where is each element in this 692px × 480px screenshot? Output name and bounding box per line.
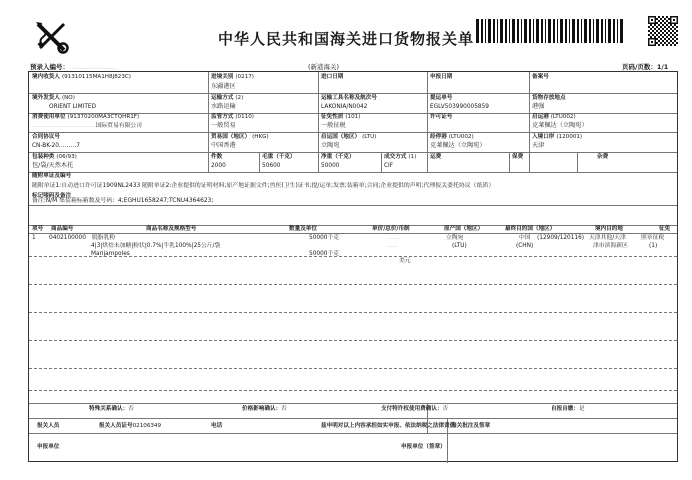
goods-header-origin: 原产国（地区） [444,226,484,232]
customs-emblem-icon [34,20,70,54]
goods-header-name-spec: 商品名称及规格型号 [146,226,197,232]
special-relation-confirm: 特殊关系确认：否 [89,406,134,412]
goods-destination-code: (12909/120116) [537,235,585,241]
royalty-confirm: 支付特许权使用费确认：否 [381,406,449,412]
goods-destination-1: 天津其他/天津 [589,235,626,241]
customs-remark-label: 海关批注及签章 [451,423,491,429]
license-label: 许可证号 [430,114,453,120]
marks-text: 备注:N/M 集装箱标箱数及号码：4;EGHU1658247;TCNU4364623; [32,198,214,204]
goods-header-destination: 境内目的地 [595,226,623,232]
consumer-value: ………………………………国际贸易有限公司 [32,123,142,129]
goods-unit-price: …… [389,235,400,241]
customs-office: (新港海关) [308,63,340,71]
goods-header-final-country: 最终目的国（地区） [505,226,556,232]
goods-place-value: 港强 [532,103,545,110]
supervision-value: 一般贸易 [211,122,236,129]
shipper-value: ORIENT LIMITED [49,104,97,110]
barcode-icon [476,19,626,43]
trade-country-field: 贸易国（地区） (HKG) [211,134,269,140]
goods-header-price: 单价/总价/币制 [372,226,410,232]
declare-date-label: 申报日期 [430,74,453,80]
consignee-field: 境内收货人 (91310115MA1H8J823C) [32,74,131,80]
origin-country-value: 立陶宛 [321,142,340,149]
packing-value: 包/袋/天然木托 [32,162,74,169]
self-pay-confirm: 自报自缴：是 [551,406,585,412]
vessel-label: 运输工具名称及航次号 [321,95,377,101]
origin-country-field: 启运国（地区） (LTU) [321,134,377,140]
net-weight-label: 净重（千克） [321,154,355,160]
consumer-field: 消费使用单位 (91370200MA3CTQHR1F) [32,114,140,120]
net-weight-value: 50000 [321,163,340,169]
legal-statement: 兹申明对以上内容承担如实申报、依法纳税之法律责任 [321,423,456,429]
entry-place-field: 入境口岸 (120001) [532,134,583,140]
price-impact-confirm: 价格影响确认：否 [242,406,287,412]
qr-code-icon [648,16,678,46]
goods-hs-code: 0402100000 [49,235,86,241]
goods-header-exemption: 征免 [659,226,671,232]
bl-value: EGLV503990005859 [430,104,489,110]
departure-port-value: 克莱佩达（立陶宛） [532,122,588,129]
goods-total-price: …… [387,243,398,249]
page-indicator: 页码/页数：1/1 [622,63,669,71]
goods-brand: Marijampoles [91,251,130,257]
goods-destination-2: 津市滨海新区 [593,243,628,249]
gross-weight-value: 50600 [262,163,281,169]
supervision-field: 监管方式 (0110) [211,114,254,120]
phone-label: 电话 [211,423,223,429]
contract-value: CN-BK-20………7 [32,143,80,149]
freight-label: 运费 [430,154,442,160]
goods-exemption: 照章征税 [641,235,665,241]
transit-port-value: 克莱佩达（立陶宛） [430,142,486,149]
preentry-number: 预录入编号：…………………… [30,63,117,71]
contract-label: 合同协议号 [32,134,60,140]
transit-port-field: 经停港 (LTU002) [430,134,474,140]
entry-place-value: 天津 [532,142,545,149]
insurance-label: 保费 [512,154,524,160]
shipper-field: 境外发货人 (NO) [32,95,75,101]
import-date-label: 进口日期 [321,74,344,80]
declare-unit-label: 申报单位 [37,444,60,450]
terms-value: CIF [384,163,394,169]
gross-weight-label: 毛重（千克） [262,154,296,160]
goods-quantity-2: 50000千克 [309,251,340,257]
levy-value: 一般征税 [321,122,346,129]
goods-currency: 美元 [399,258,411,264]
pieces-label: 件数 [211,154,223,160]
declaration-form [28,71,678,462]
packing-field: 包装种类 (06/93) [32,154,77,160]
terms-field: 成交方式 (1) [384,154,417,160]
declarant-cert: 报关人员证号02106349 [99,423,162,429]
transport-field: 运输方式 (2) [211,95,244,101]
docs-text: 随附单证1:自动进口许可证1909NL2433 随附单证2:企业提供的证明材料;原产地证据文件;兽医(卫生)证书;提/运单;发票;装箱单;合同;企业提供的声明;代理报关委托协议（纸质） [32,183,495,189]
goods-quantity-1: 50000千克 [309,235,340,241]
goods-spec: 4|3|烘焙未加糖|粉状|0.7%|牛乳100%|25公斤/袋 [91,243,221,249]
goods-place-label: 货物存放地点 [532,95,566,101]
docs-label: 随附单证及编号 [32,173,72,179]
declare-unit-seal-label: 申报单位（签章） [401,444,446,450]
goods-name: 脱脂乳粉 [92,235,116,241]
declarant-label: 报关人员 [37,423,60,429]
goods-origin-code: (LTU) [452,243,467,249]
record-no-label: 备案号 [532,74,549,80]
goods-item-no: 1 [32,235,36,241]
bl-label: 提运单号 [430,95,453,101]
pieces-value: 2000 [211,163,226,169]
transport-value: 水路运输 [211,103,236,110]
misc-fee-label: 杂费 [597,154,609,160]
marks-label: 标记唛码及备注 [32,193,72,199]
vessel-value: LAKONIA/N0042 [321,104,368,110]
goods-exemption-code: (1) [649,243,658,249]
goods-header-item: 项号 [32,226,44,232]
goods-final-code: (CHN) [516,243,534,249]
goods-final-country: 中国 [519,235,531,241]
levy-field: 征免性质 (101) [321,114,361,120]
goods-origin-country: 立陶宛 [446,235,464,241]
entry-port-value: 东疆港区 [211,83,236,90]
document-title: 中华人民共和国海关进口货物报关单 [218,30,475,48]
departure-port-field: 启运港 (LTU002) [532,114,576,120]
goods-header-hs-code: 商品编号 [51,226,74,232]
goods-header-quantity: 数量及单位 [289,226,317,232]
entry-port-field: 进境关别 (0217) [211,74,254,80]
trade-country-value: 中国香港 [211,142,236,149]
